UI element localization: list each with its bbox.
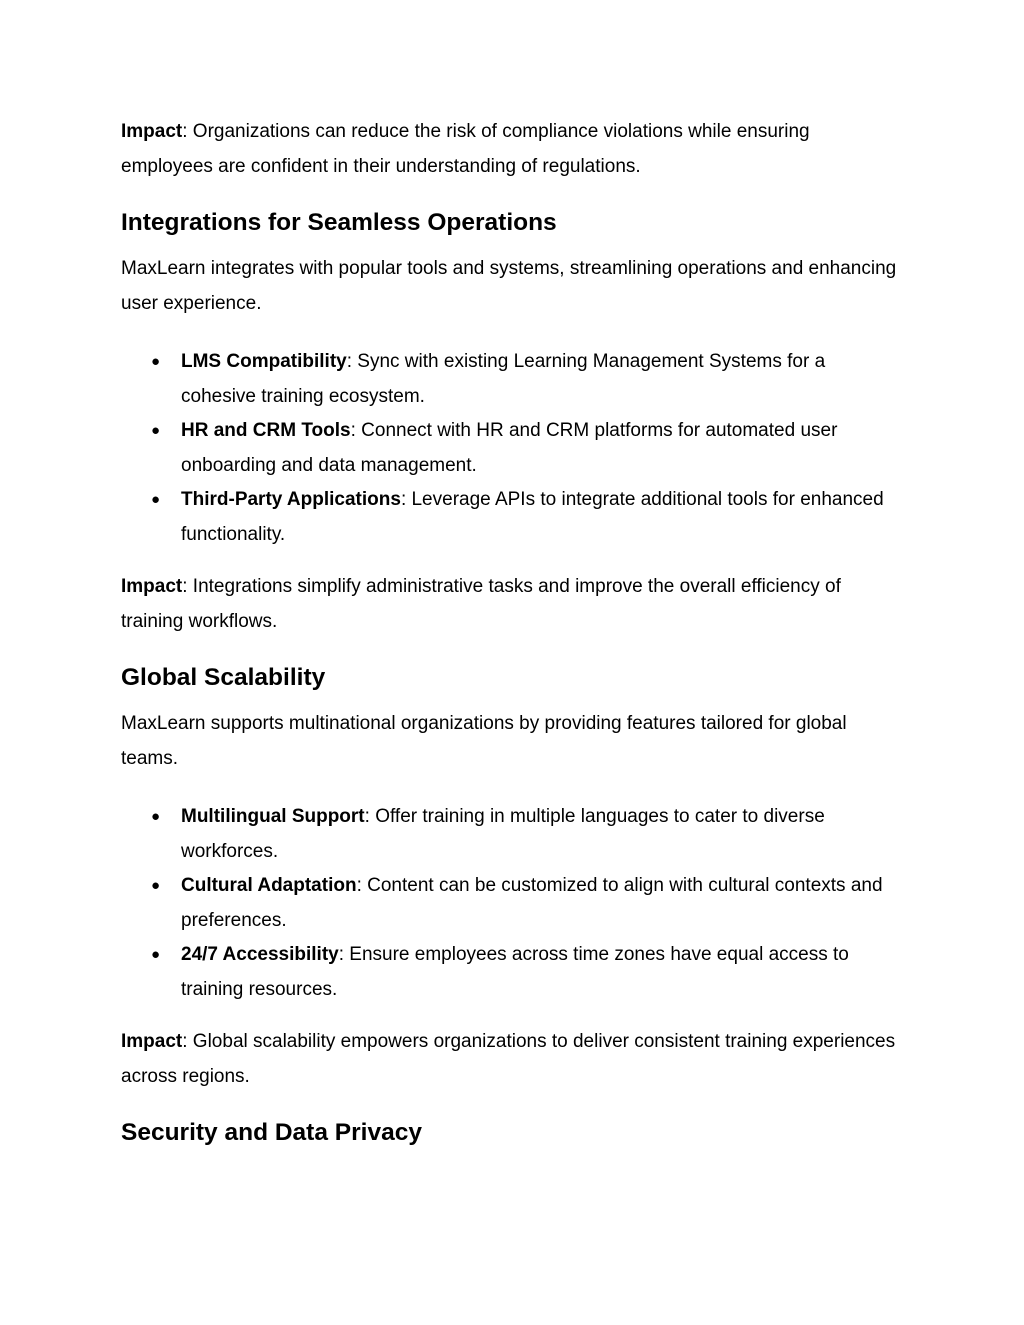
list-item xyxy=(121,414,901,483)
list-item-text: : Content can be customized to align with cultural contexts and preferences. xyxy=(181,875,883,931)
list-item-text: : Connect with HR and CRM platforms for automated user onboarding and data management. xyxy=(181,420,838,476)
section-heading-integrations: Integrations for Seamless Operations xyxy=(121,209,557,236)
list-item xyxy=(121,938,901,1007)
impact-label: Impact xyxy=(121,576,183,597)
list-item-text: : Ensure employees across time zones have equal access to training resources. xyxy=(181,944,849,1000)
impact-label: Impact xyxy=(121,121,183,142)
bullet-icon: ● xyxy=(151,491,161,508)
list-item-label: Multilingual Support xyxy=(181,806,365,827)
impact-text: : Organizations can reduce the risk of compliance violations while ensuring employees are confident in their understanding of regulations. xyxy=(121,121,810,177)
section-heading-global: Global Scalability xyxy=(121,664,326,691)
impact-text: : Global scalability empowers organizations to deliver consistent training experiences across regions. xyxy=(121,1031,896,1087)
list-item xyxy=(121,345,901,414)
bullet-icon: ● xyxy=(151,353,161,370)
section-intro-integrations: MaxLearn integrates with popular tools and systems, streamlining operations and enhancing user experience. xyxy=(121,258,897,314)
document-page xyxy=(121,115,901,1162)
list-item-label: LMS Compatibility xyxy=(181,351,347,372)
list-item-text: : Offer training in multiple languages to cater to diverse workforces. xyxy=(181,806,825,862)
list-item xyxy=(121,483,901,552)
section-intro-global: MaxLearn supports multinational organizations by providing features tailored for global teams. xyxy=(121,713,847,769)
list-item xyxy=(121,869,901,938)
list-item-text: : Sync with existing Learning Management Systems for a cohesive training ecosystem. xyxy=(181,351,826,407)
impact-paragraph-global xyxy=(121,1025,901,1094)
integrations-list xyxy=(121,345,901,552)
list-item-label: Third-Party Applications xyxy=(181,489,401,510)
section-heading-security: Security and Data Privacy xyxy=(121,1119,422,1146)
global-list xyxy=(121,800,901,1007)
bullet-icon: ● xyxy=(151,422,161,439)
bullet-icon: ● xyxy=(151,808,161,825)
impact-paragraph-compliance xyxy=(121,115,901,184)
list-item-text: : Leverage APIs to integrate additional tools for enhanced functionality. xyxy=(181,489,884,545)
bullet-icon: ● xyxy=(151,877,161,894)
bullet-icon: ● xyxy=(151,946,161,963)
impact-label: Impact xyxy=(121,1031,183,1052)
list-item-label: 24/7 Accessibility xyxy=(181,944,339,965)
list-item-label: Cultural Adaptation xyxy=(181,875,357,896)
list-item xyxy=(121,800,901,869)
impact-paragraph-integrations xyxy=(121,570,901,639)
impact-text: : Integrations simplify administrative tasks and improve the overall efficiency of training workflows. xyxy=(121,576,841,632)
list-item-label: HR and CRM Tools xyxy=(181,420,351,441)
